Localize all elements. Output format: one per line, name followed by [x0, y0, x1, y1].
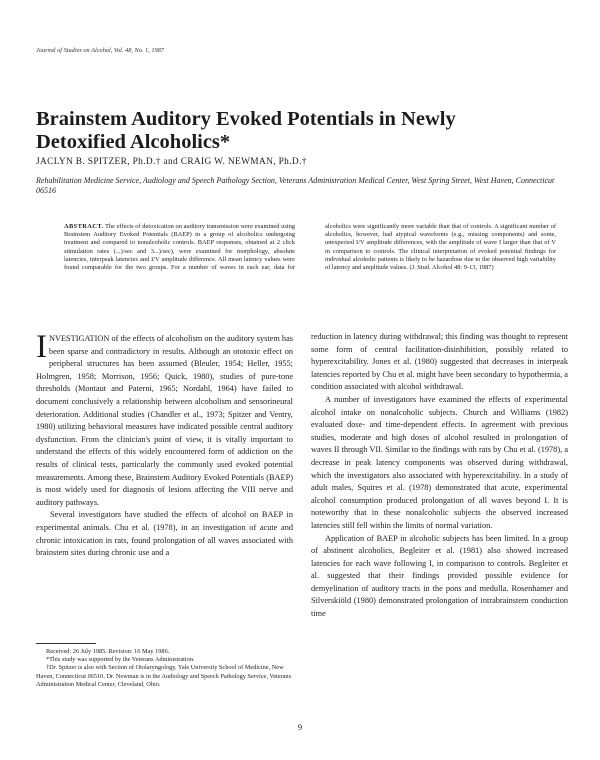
footnote-rule — [36, 643, 96, 644]
intro-paragraph — [36, 329, 293, 509]
article-title: Brainstem Auditory Evoked Potentials in Newly Detoxified Alcoholics* — [36, 108, 456, 153]
author-affiliation: Rehabilitation Medicine Service, Audiology and Speech Pathology Section, Veterans Administration Medical Center, West Spring Street, West Haven, Connecticut 06516 — [36, 176, 555, 196]
author-list: JACLYN B. SPITZER, Ph.D.† and CRAIG W. NEWMAN, Ph.D.† — [36, 157, 307, 167]
drop-cap: I — [36, 329, 47, 365]
footnote-received: Received: 26 July 1985. Revision: 16 May 1986. — [46, 648, 170, 655]
footnote-affiliation: †Dr. Spitzer is also with Section of Otolaryngology, Yale University School of Medicine, New Haven, Connecticut 06510. Dr. Newman is in the Audiology and Speech Pathology Service, Veterans Administration Medical Center, Cleveland, Ohio. — [36, 664, 292, 688]
body-column-right — [311, 331, 568, 621]
abstract-text: The effects of detoxication on auditory transmission were examined using Brainstem Auditory Evoked Potentials (BAEP) in a group of alcoholics undergoing treatment and compared to nonalcoholic controls. BAEP responses, obtained at 2 click stimulation rates (...)/sec and 3...)/sec), were examined for morphology, absolute latencies, interpeak latencies and I/V amplitude difference. All mean latency values were found comparable for the two groups. For a number of waves in each ear, data for alcoholics were significantly more variable than that of controls. A significant number of alcoholics, however, had atypical waveforms (e.g., missing components) and some, unexpected I/V amplitude differences, with the amplitude of wave I larger than that of V in comparison to controls. The clinical interpretation of evoked potential findings for individual alcoholic patients is likely to be hazardous due to the observed high variability of latency and amplitude values. (J. Stud. Alcohol 48: 9-13, 1987) — [64, 223, 556, 272]
abstract — [64, 223, 556, 272]
body-paragraph: Several investigators have studied the effects of alcohol on BAEP in experimental animals. Chu et al. (1978), in an investigation of acute and chronic intoxication in rats, found prolongation of all waves associated with brainstem sites during chronic use and a — [36, 510, 293, 558]
footnotes — [36, 643, 292, 689]
body-paragraph: A number of investigators have examined the effects of experimental alcohol intake on nonalcoholic subjects. Church and Williams (1982) evaluated dose- and time-dependent effects. In agreement with previous studies, moderate and high doses of alcohol resulted in prolongation of waves II through VII. Similar to the findings with rats by Chu et al. (1978), a decrease in peak latency components was observed during withdrawal, which the investigators also associated with hyperexcitability. In a study of adult males, Squires et al. (1978) demonstrated that acute, experimental alcohol consumption produced prolongation of all waves beyond I. It is noteworthy that in these nonalcoholic subjects the observed increased latencies still fell within the limits of normal variation. — [311, 394, 568, 530]
intro-paragraph-text: NVESTIGATION of the effects of alcoholism on the auditory system has been sparse and contradictory in results. Although an ototoxic effect on peripheral structures has been assumed (Bleuler, 1954; Heller, 1955; Holmgren, 1958; Morrison, 1956; Quick, 1980), studies of pure-tone thresholds (Montaut and Paterni, 1965; Nordahl, 1964) have failed to document conclusively a relationship between alcoholism and sensorineural deterioration. Additional studies (Chandler et al., 1973; Spitzer and Ventry, 1980) utilizing behavioral measures have indicated possible central auditory dysfunction. From the clinician's point of view, it is vitally important to understand the effects of this widely encountered form of addiction on the results of clinical tests, particularly the commonly used evoked potential measurements. Among these, Brainstem Auditory Evoked Potentials (BAEP) is most widely used for diagnosis of lesions affecting the VIII nerve and auditory pathways. — [36, 334, 293, 507]
abstract-heading: ABSTRACT. — [64, 223, 104, 230]
footnote-support: *This study was supported by the Veterans Administration. — [46, 656, 195, 664]
body-paragraph: Application of BAEP in alcoholic subjects has been limited. In a group of abstinent alcoholics, Begleiter et al. (1981) also showed increased latencies for each wave following I, in comparison to controls. Begleiter et al. suggested that their findings provided possible evidence for demyelination of auditory tracts in the pons and medulla. Rosenhamer and Silverskiöld (1980) demonstrated prolongation of intrabrainstem conduction time — [311, 533, 568, 619]
page-number: 9 — [297, 722, 303, 732]
journal-citation: Journal of Studies on Alcohol, Vol. 48, No. 1, 1987 — [36, 47, 164, 54]
body-column-left — [36, 329, 293, 560]
body-paragraph: reduction in latency during withdrawal; this finding was thought to represent some form of central facilitation-disinhibition, possibly related to hyperexcitability. Jones et al. (1980) suggested that decreases in interpeak latencies reported by Chu et al. might have been secondary to hypothermia, a condition associated with alcohol withdrawal. — [311, 332, 568, 392]
